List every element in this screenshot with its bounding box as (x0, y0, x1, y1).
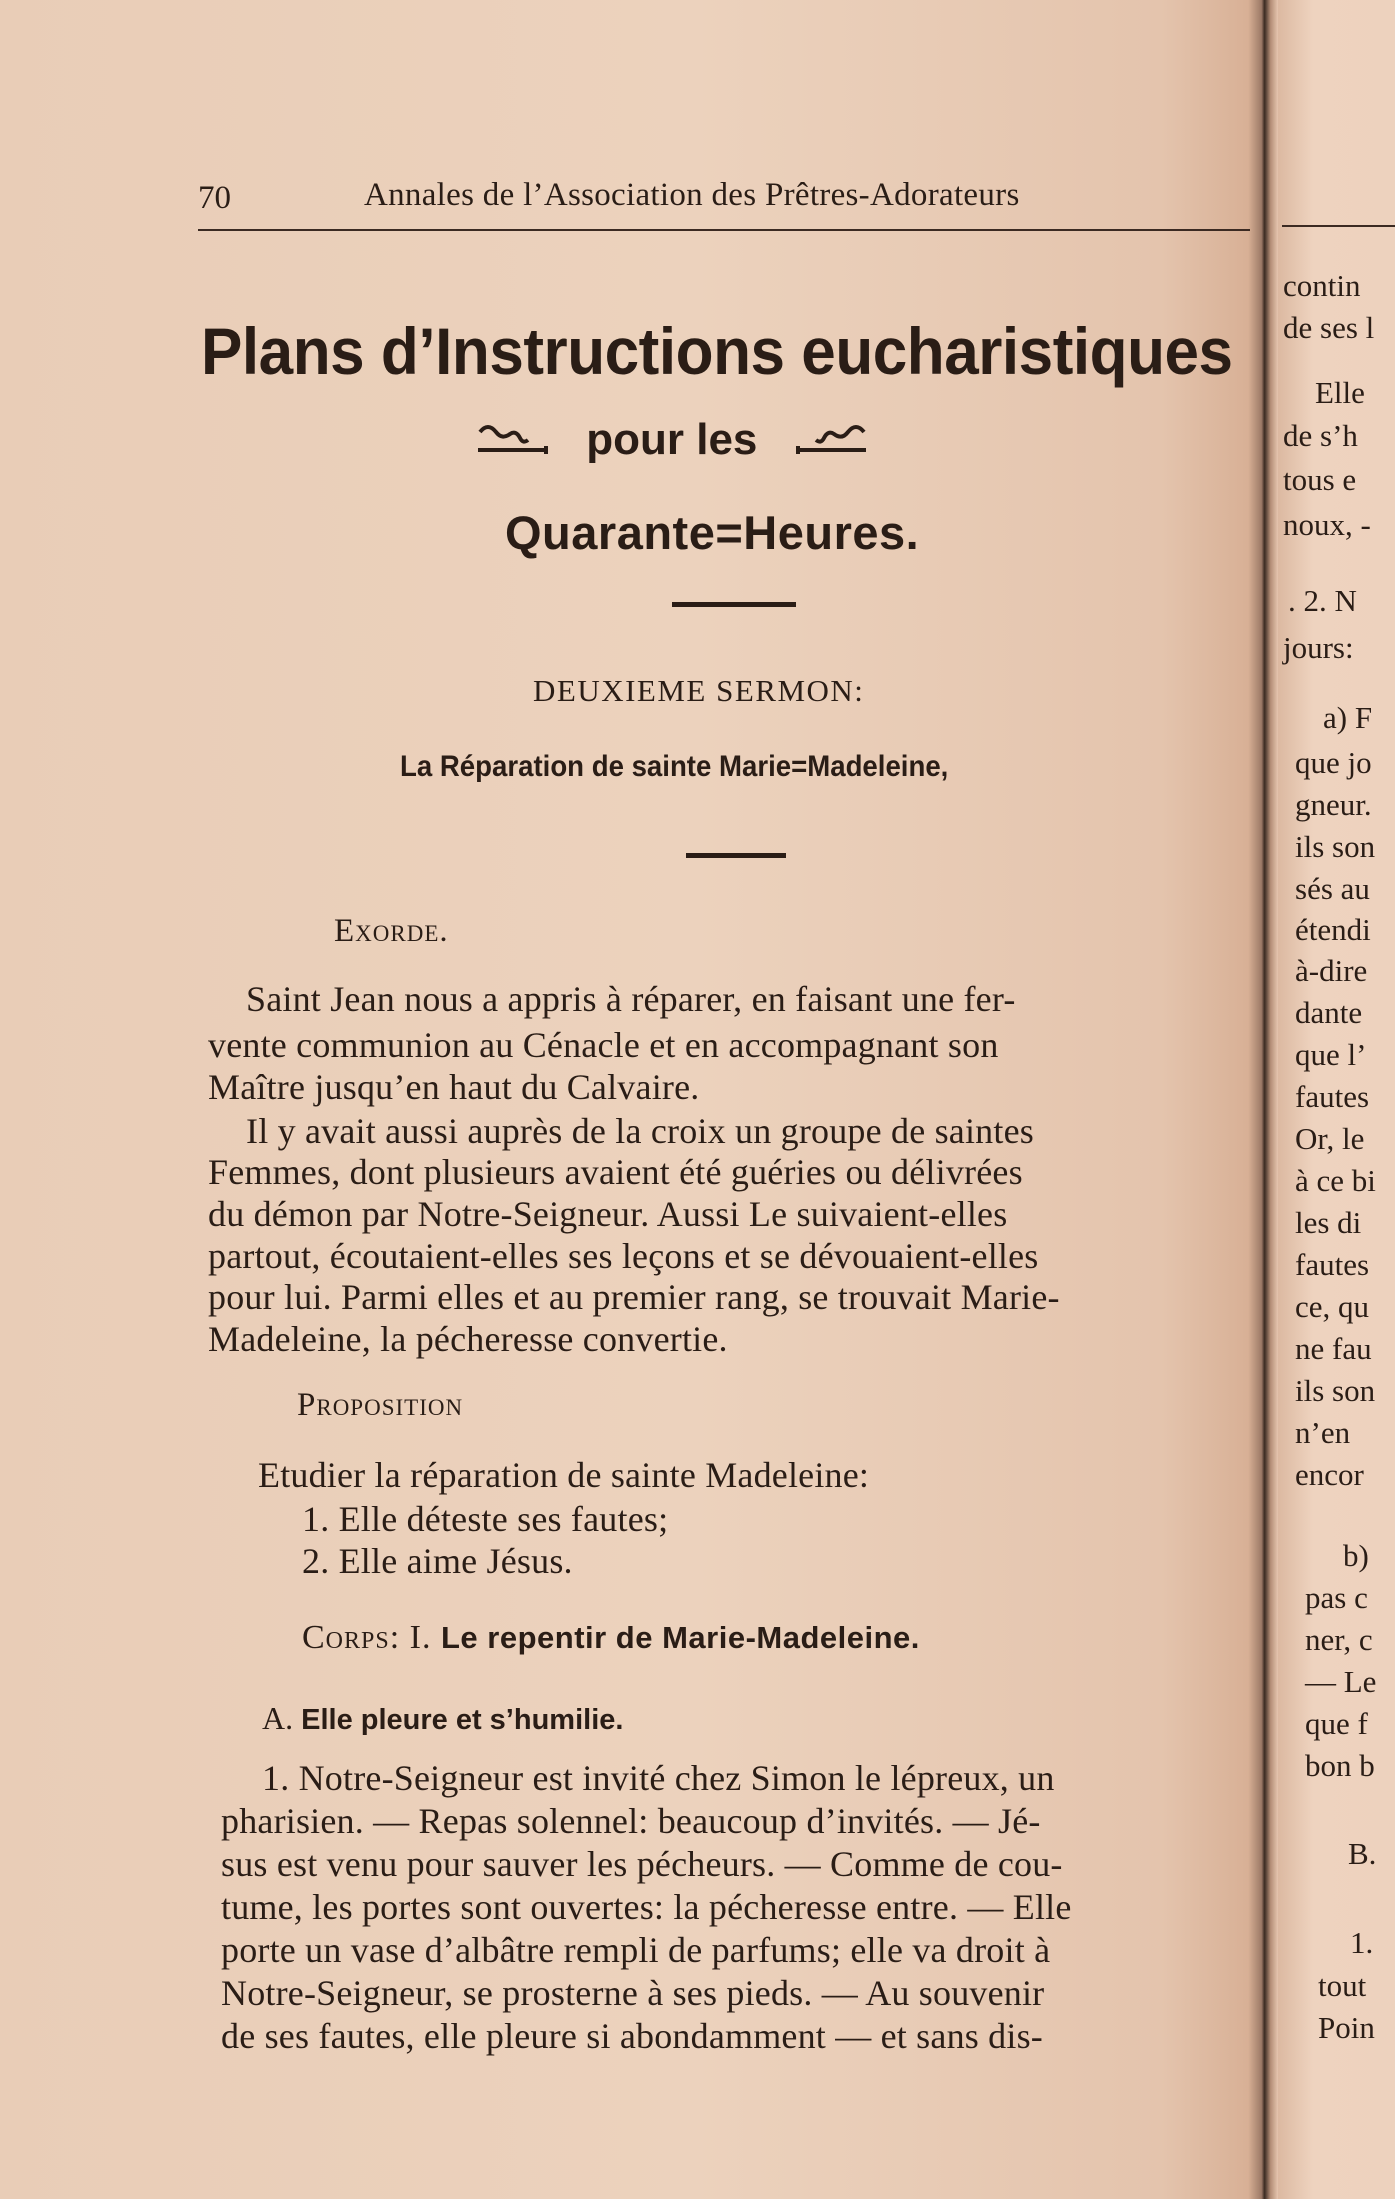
right-line: pas c (1305, 1580, 1368, 1615)
corps-line: Notre-Seigneur, se prosterne à ses pieds. — Au souvenir (221, 1973, 1045, 2013)
corps-heading (302, 1619, 920, 1657)
right-line: tous e (1283, 462, 1357, 497)
right-line: — Le (1305, 1664, 1377, 1699)
right-line: Or, le (1295, 1121, 1365, 1156)
page-number: 70 (198, 180, 231, 216)
right-line: étendi (1295, 912, 1371, 947)
section-a-title: Elle pleure et s’humilie. (301, 1704, 624, 1736)
section-a-heading (262, 1700, 623, 1737)
right-line: encor (1295, 1457, 1364, 1492)
right-line: B. (1348, 1836, 1377, 1871)
exorde-line: Maître jusqu’en haut du Calvaire. (208, 1067, 700, 1107)
corps-label: Corps: I. (302, 1619, 432, 1656)
left-ornament-icon (476, 417, 554, 467)
right-line: 1. (1350, 1925, 1374, 1960)
right-line: sés au (1295, 871, 1370, 906)
exorde-line: Madeleine, la pécheresse convertie. (208, 1319, 728, 1359)
proposition-heading: Proposition (297, 1387, 464, 1423)
corps-line: pharisien. — Repas solennel: beaucoup d’invités. — Jé- (221, 1801, 1041, 1841)
corps-line: de ses fautes, elle pleure si abondamment — et sans dis- (221, 2016, 1043, 2056)
right-line: de s’h (1283, 418, 1358, 453)
running-title: Annales de l’Association des Prêtres-Adorateurs (364, 177, 1020, 213)
right-line: de ses l (1283, 310, 1375, 345)
corps-title: Le repentir de Marie-Madeleine. (440, 1620, 920, 1655)
proposition-item: 1. Elle déteste ses fautes; (302, 1499, 669, 1539)
right-line: Poin (1318, 2010, 1375, 2045)
separator-rule (686, 853, 786, 858)
right-line: ils son (1295, 1373, 1376, 1408)
exorde-line: vente communion au Cénacle et en accompagnant son (208, 1025, 999, 1065)
right-line: ils son (1295, 829, 1376, 864)
right-line: noux, - (1283, 507, 1371, 542)
subtitle-line (476, 415, 868, 467)
right-line: fautes (1295, 1247, 1370, 1282)
right-line: a) F (1323, 700, 1373, 735)
right-ornament-icon (790, 417, 868, 467)
right-page-text (1278, 0, 1395, 2199)
corps-line: sus est venu pour sauver les pécheurs. — Comme de cou- (221, 1844, 1063, 1884)
book-gutter (1248, 0, 1278, 2199)
right-line: à-dire (1295, 953, 1368, 988)
corps-line: 1. Notre-Seigneur est invité chez Simon le lépreux, un (262, 1758, 1055, 1798)
right-line: ner, c (1305, 1622, 1373, 1657)
section-a-label: A. (262, 1700, 294, 1736)
right-line: n’en (1295, 1415, 1351, 1450)
right-line: contin (1283, 268, 1361, 303)
sermon-label: DEUXIEME SERMON: (533, 673, 865, 708)
separator-rule (672, 602, 796, 607)
right-line: . 2. N (1288, 583, 1357, 618)
right-line: dante (1295, 995, 1363, 1030)
corps-line: tume, les portes sont ouvertes: la pécheresse entre. — Elle (221, 1887, 1072, 1927)
right-line: fautes (1295, 1079, 1370, 1114)
exorde-line: Saint Jean nous a appris à réparer, en faisant une fer- (246, 979, 1016, 1019)
exorde-heading: Exorde. (334, 913, 449, 949)
right-line: Elle (1315, 375, 1365, 410)
right-line: ne fau (1295, 1331, 1372, 1366)
proposition-item: 2. Elle aime Jésus. (302, 1541, 573, 1581)
right-line: les di (1295, 1205, 1362, 1240)
exorde-line: Il y avait aussi auprès de la croix un groupe de saintes (246, 1111, 1034, 1151)
header-rule (198, 229, 1250, 231)
proposition-intro: Etudier la réparation de sainte Madeleine: (258, 1455, 870, 1495)
right-line: gneur. (1295, 787, 1372, 822)
main-title: Plans d’Instructions eucharistiques (201, 314, 1233, 388)
right-line: que f (1305, 1706, 1368, 1741)
pour-les-text: pour les (586, 415, 758, 464)
quarante-heures-title: Quarante=Heures. (505, 506, 920, 559)
corps-line: porte un vase d’albâtre rempli de parfums; elle va droit à (221, 1930, 1051, 1970)
exorde-line: pour lui. Parmi elles et au premier rang, se trouvait Marie- (208, 1277, 1060, 1317)
right-line: que jo (1295, 745, 1372, 780)
right-line: ce, qu (1295, 1289, 1370, 1324)
exorde-line: Femmes, dont plusieurs avaient été guéries ou délivrées (208, 1152, 1023, 1192)
right-header-rule (1282, 225, 1395, 227)
right-line: bon b (1305, 1748, 1375, 1783)
sermon-title: La Réparation de sainte Marie=Madeleine, (400, 750, 949, 783)
right-line: à ce bi (1295, 1163, 1376, 1198)
right-line: b) (1343, 1538, 1369, 1573)
exorde-line: du démon par Notre-Seigneur. Aussi Le suivaient-elles (208, 1194, 1008, 1234)
right-line: jours: (1283, 630, 1354, 665)
right-line: que l’ (1295, 1037, 1367, 1072)
right-line: tout (1318, 1968, 1367, 2003)
exorde-line: partout, écoutaient-elles ses leçons et se dévouaient-elles (208, 1236, 1039, 1276)
